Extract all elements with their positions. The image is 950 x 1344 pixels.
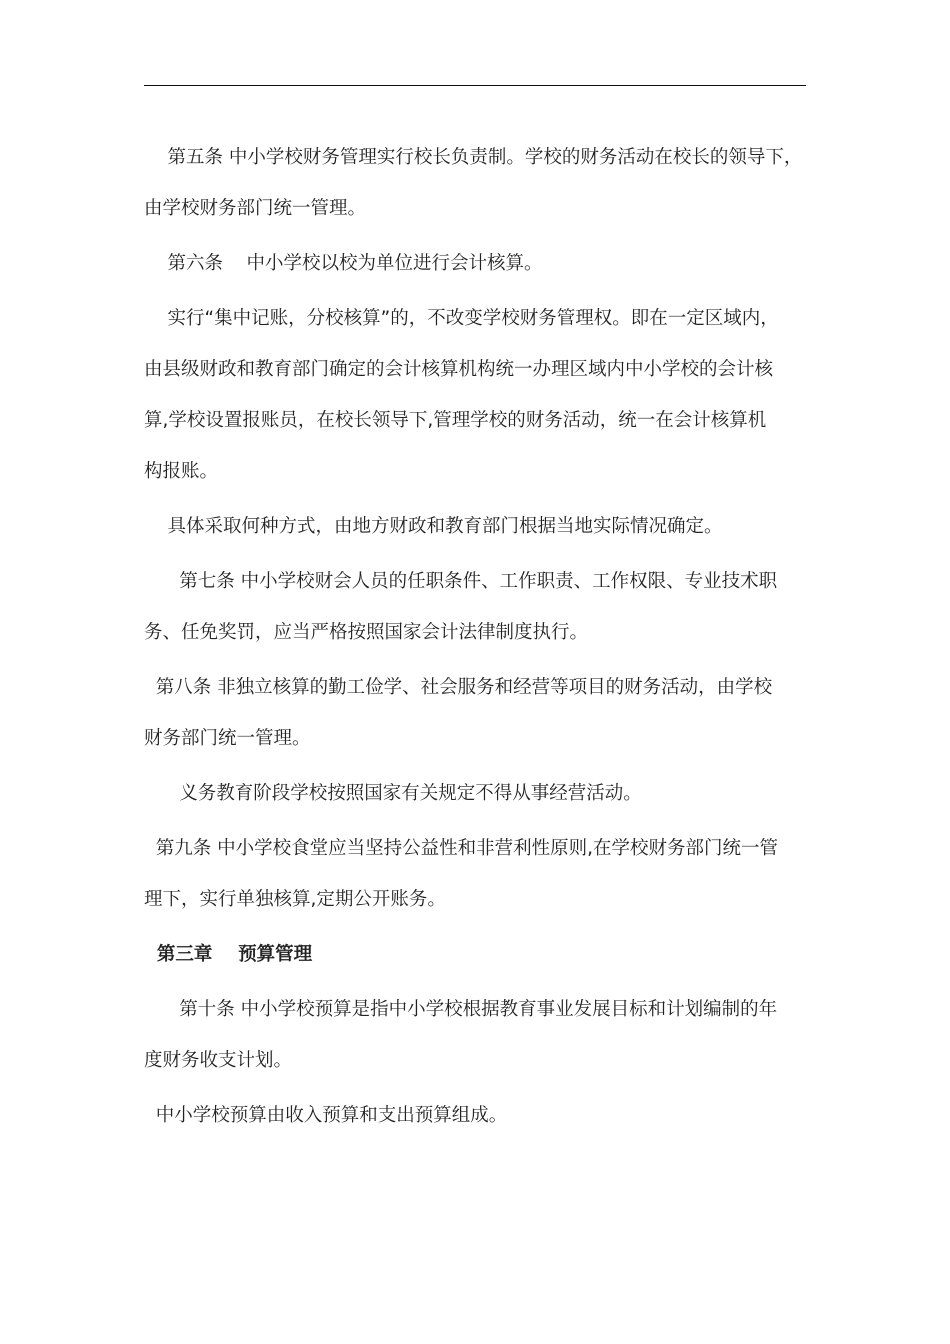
header-rule — [144, 85, 806, 86]
article-6-para-3: 具体采取何种方式，由地方财政和教育部门根据当地实际情况确定。 — [144, 516, 723, 537]
article-6-para-2-line-2: 由县级财政和教育部门确定的会计核算机构统一办理区域内中小学校的会计核 — [144, 359, 774, 380]
article-8-line-1: 第八条 非独立核算的勤工俭学、社会服务和经营等项目的财务活动，由学校 — [144, 677, 773, 698]
article-6-para-2-line-4: 构报账。 — [144, 461, 219, 482]
article-10-line-2: 度财务收支计划。 — [144, 1050, 293, 1071]
article-10-line-1: 第十条 中小学校预算是指中小学校根据教育事业发展目标和计划编制的年 — [144, 999, 778, 1020]
article-6: 第六条 中小学校以校为单位进行会计核算。 — [144, 253, 543, 274]
article-8-para-2: 义务教育阶段学校按照国家有关规定不得从事经营活动。 — [144, 783, 642, 804]
article-9-line-2: 理下，实行单独核算,定期公开账务。 — [144, 889, 446, 910]
article-6-para-2-line-1: 实行“集中记账，分校核算”的，不改变学校财务管理权。即在一定区域内， — [144, 308, 779, 329]
article-5-line-2: 由学校财务部门统一管理。 — [144, 198, 367, 219]
article-6-para-2-line-3: 算,学校设置报账员，在校长领导下,管理学校的财务活动，统一在会计核算机 — [144, 410, 767, 431]
chapter-3-heading: 第三章 预算管理 — [144, 944, 313, 965]
article-10-para-2: 中小学校预算由收入预算和支出预算组成。 — [144, 1105, 508, 1126]
article-8-line-2: 财务部门统一管理。 — [144, 728, 311, 749]
article-5-line-1: 第五条 中小学校财务管理实行校长负责制。学校的财务活动在校长的领导下， — [144, 147, 803, 168]
article-7-line-1: 第七条 中小学校财会人员的任职条件、工作职责、工作权限、专业技术职 — [144, 571, 778, 592]
document-body — [144, 132, 824, 1141]
article-9-line-1: 第九条 中小学校食堂应当坚持公益性和非营利性原则,在学校财务部门统一管 — [144, 838, 779, 859]
article-7-line-2: 务、任免奖罚，应当严格按照国家会计法律制度执行。 — [144, 622, 589, 643]
